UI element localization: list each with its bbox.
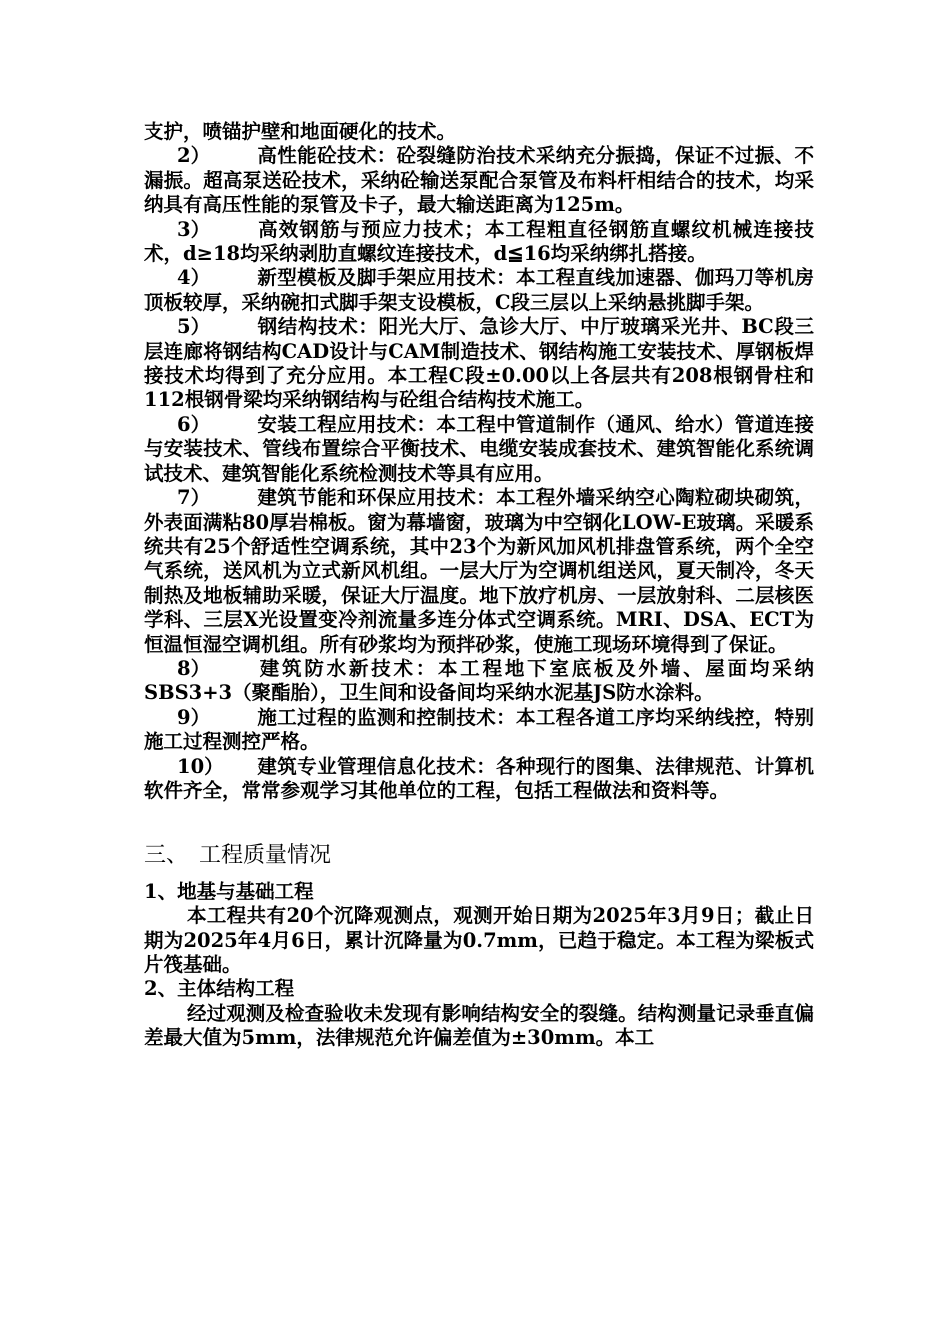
item-number: 10） (177, 754, 224, 778)
item-text: 安装工程应用技术：本工程中管道制作（通风、给水）管道连接与安装技术、管线布置综合平衡技术、电缆安装成套技术、建筑智能化系统调试技术、建筑智能化系统检测技术等具有应用。 (144, 412, 814, 485)
section-title: 工程质量情况 (199, 842, 332, 868)
item-text: 高效钢筋与预应力技术；本工程粗直径钢筋直螺纹机械连接技术，d≥18均采纳剥肋直螺纹连接技术，d≦16均采纳绑扎搭接。 (144, 217, 814, 266)
item-text: 建筑专业管理信息化技术：各种现行的图集、法律规范、计算机软件齐全，常常参观学习其他单位的工程，包括工程做法和资料等。 (144, 754, 814, 802)
subsection-heading: 1、地基与基础工程 (144, 879, 314, 903)
subsection-heading: 2、主体结构工程 (144, 977, 295, 1001)
section-heading (144, 842, 814, 870)
list-item (144, 315, 814, 413)
item-number: 8） (177, 656, 211, 680)
item-number: 5） (177, 315, 211, 339)
item-text: 高性能砼技术：砼裂缝防治技术采纳充分振捣，保证不过振、不漏振。超高泵送砼技术，采纳砼输送泵配合泵管及布料杆相结合的技术，均采纳具有高压性能的泵管及卡子，最大输送距离为125m。 (144, 144, 814, 217)
item-number: 9） (177, 705, 211, 729)
item-text: 建筑节能和环保应用技术：本工程外墙采纳空心陶粒砌块砌筑，外表面满粘80厚岩棉板。窗为幕墙窗，玻璃为中空钢化LOW-E玻璃。采暖系统共有25个舒适性空调系统，其中23个为新风加风机排盘管系统，两个全空气系统，送风机为立式新风机组。一层大厅为空调机组送风，夏天制冷，冬天制热及地板辅助采暖，保证大厅温度。地下放疗机房、一层放射科、二层核医学科、三层X光设置变冷剂流量多连分体式空调系统。MRI、DSA、ECT为恒温恒湿空调机组。所有砂浆均为预拌砂浆，使施工现场环境得到了保证。 (144, 486, 814, 656)
list-item (144, 657, 814, 706)
list-item (144, 413, 814, 486)
item-text: 施工过程的监测和控制技术：本工程各道工序均采纳线控，特别施工过程测控严格。 (144, 705, 814, 754)
document-page (144, 120, 814, 1051)
subsection-paragraph: 经过观测及检查验收未发现有影响结构安全的裂缝。结构测量记录垂直偏差最大值为5mm，法律规范允许偏差值为±30mm。本工 (144, 1001, 814, 1050)
item-text: 新型模板及脚手架应用技术：本工程直线加速器、伽玛刀等机房顶板较厚，采纳碗扣式脚手架支设模板，C段三层以上采纳悬挑脚手架。 (144, 266, 814, 314)
item-text: 钢结构技术：阳光大厅、急诊大厅、中厅玻璃采光井、BC段三层连廊将钢结构CAD设计与CAM制造技术、钢结构施工安装技术、厚钢板焊接技术均得到了充分应用。本工程C段±0.00以上各层共有208根钢骨柱和112根钢骨梁均采纳钢结构与砼组合结构技术施工。 (144, 315, 814, 412)
lead-paragraph: 支护，喷锚护壁和地面硬化的技术。 (144, 120, 457, 143)
subsection-paragraph: 本工程共有20个沉降观测点，观测开始日期为2025年3月9日；截止日期为2025年4月6日，累计沉降量为0.7mm，已趋于稳定。本工程为梁板式片筏基础。 (144, 904, 814, 976)
list-item (144, 266, 814, 315)
item-number: 7） (177, 486, 211, 510)
list-item (144, 144, 814, 217)
item-text: 建筑防水新技术：本工程地下室底板及外墙、屋面均采纳SBS3+3（聚酯胎），卫生间和设备间均采纳水泥基JS防水涂料。 (144, 656, 814, 705)
list-item (144, 755, 814, 804)
list-item (144, 706, 814, 755)
item-number: 4） (177, 266, 211, 290)
list-item (144, 218, 814, 267)
item-number: 2） (177, 144, 211, 168)
item-number: 3） (177, 217, 211, 241)
list-item (144, 803, 814, 827)
section-number: 三、 (144, 842, 189, 868)
item-number: 6） (177, 412, 211, 436)
list-item (144, 486, 814, 657)
